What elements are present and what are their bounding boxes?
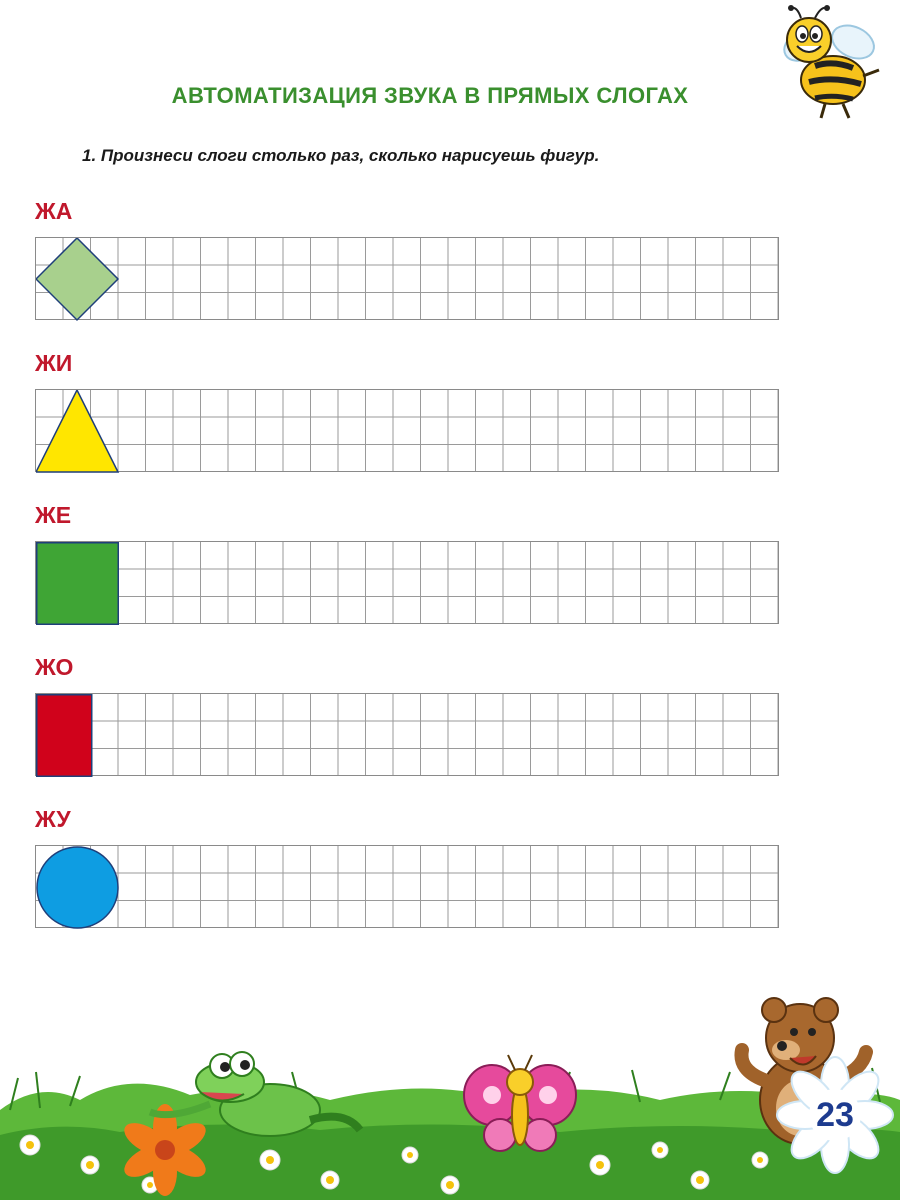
drawing-grid[interactable]	[35, 845, 779, 928]
syllable-label: ЖО	[35, 654, 74, 680]
page-title: АВТОМАТИЗАЦИЯ ЗВУКА В ПРЯМЫХ СЛОГАХ	[171, 83, 689, 108]
drawing-grid[interactable]	[35, 389, 779, 472]
page-number: 23	[816, 1096, 854, 1134]
drawing-grid[interactable]	[35, 237, 779, 320]
circle-icon	[36, 846, 120, 930]
syllable-label: ЖЕ	[35, 502, 72, 528]
instruction-text: 1. Произнеси слоги столько раз, сколько нарисуешь фигур.	[82, 146, 600, 165]
syllable-label: ЖИ	[35, 350, 73, 376]
rectangle-icon	[36, 694, 120, 778]
triangle-icon	[36, 390, 120, 474]
drawing-grid[interactable]	[35, 541, 779, 624]
square-icon	[36, 542, 120, 626]
drawing-grid[interactable]	[35, 693, 779, 776]
syllable-label: ЖУ	[35, 806, 71, 832]
meadow-illustration	[0, 960, 900, 1200]
syllable-label: ЖА	[35, 198, 73, 224]
diamond-icon	[36, 238, 120, 322]
